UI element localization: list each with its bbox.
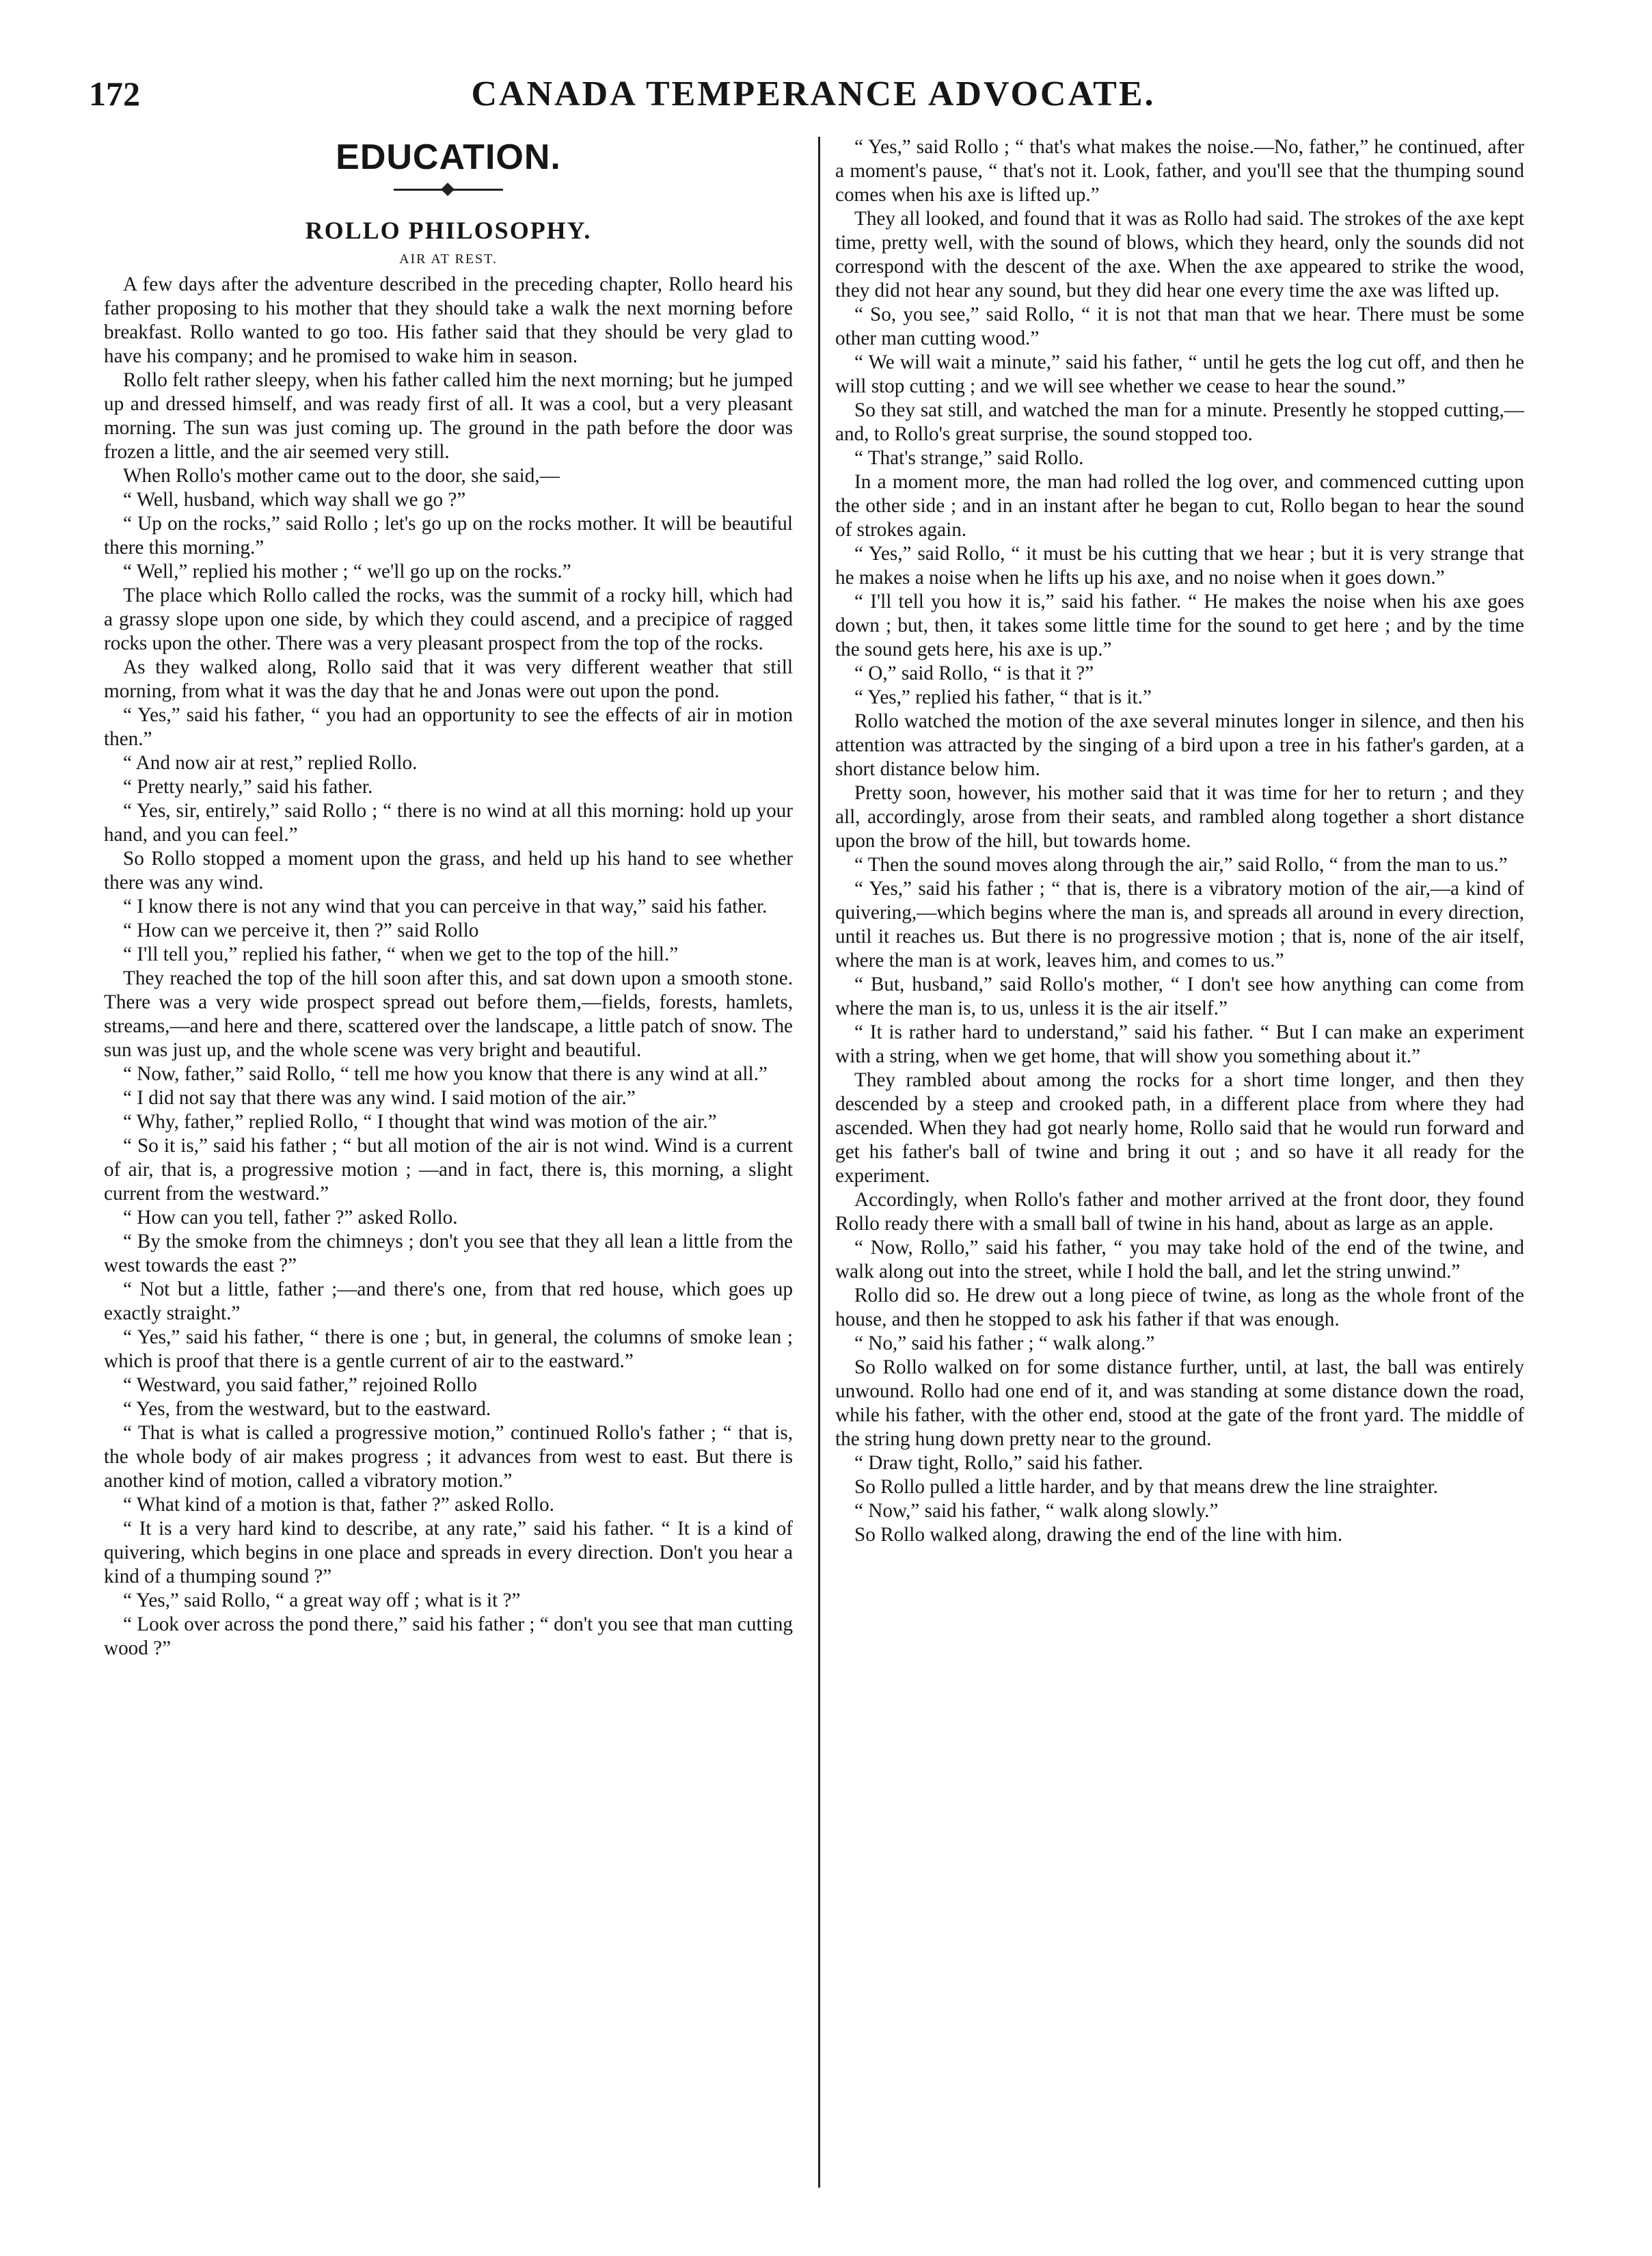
paragraph: So Rollo walked along, drawing the end of the line with him. [854,1524,1343,1546]
paragraph: “ I'll tell you how it is,” said his father. “ He makes the noise when his axe goes down ; but, then, it takes some little time for the sound to get here ; and by the time the sound gets here, his axe is up.” [835,591,1524,660]
left-column [104,135,793,1661]
paragraph: “ I'll tell you,” replied his father, “ when we get to the top of the hill.” [123,943,679,965]
paragraph: “ I know there is not any wind that you can perceive in that way,” said his father. [123,896,768,917]
paragraph: “ So, you see,” said Rollo, “ it is not that man that we hear. There must be some other man cutting wood.” [835,304,1524,349]
paragraph: Rollo did so. He drew out a long piece of twine, as long as the whole front of the house, and then he stopped to ask his father if that was enough. [835,1285,1524,1330]
paragraph: “ Well, husband, which way shall we go ?” [123,489,466,511]
paragraph: “ Now,” said his father, “ walk along slowly.” [854,1500,1219,1522]
section-title: EDUCATION. [336,137,561,177]
paragraph: “ But, husband,” said Rollo's mother, “ I don't see how anything can come from where the man is, to us, unless it is the air itself.” [835,973,1524,1019]
page-header [89,74,1538,122]
paragraph: So Rollo pulled a little harder, and by that means drew the line straighter. [854,1476,1438,1498]
paragraph: “ Why, father,” replied Rollo, “ I thought that wind was motion of the air.” [123,1111,717,1133]
paragraph: “ Yes,” replied his father, “ that is it.” [854,686,1152,708]
right-column-text [835,135,1524,1547]
paragraph: They all looked, and found that it was as Rollo had said. The strokes of the axe kept time, pretty well, with the sound of blows, which they heard, only the sounds did not correspond with the descent of the axe. When the axe appeared to strike the wood, they did not hear any sound, but they did hear one every time the axe was lifted up. [835,208,1524,301]
paragraph: As they walked along, Rollo said that it was very different weather that still morning, from what it was the day that he and Jonas were out upon the pond. [104,656,793,702]
paragraph: “ Look over across the pond there,” said his father ; “ don't you see that man cutting wood ?” [104,1613,793,1659]
paragraph: “ Draw tight, Rollo,” said his father. [854,1452,1143,1474]
paragraph: “ It is rather hard to understand,” said his father. “ But I can make an experiment with a string, when we get home, that will show you something about it.” [835,1021,1524,1067]
paragraph: When Rollo's mother came out to the door, she said,— [123,465,560,487]
paragraph: They reached the top of the hill soon after this, and sat down upon a smooth stone. There was a very wide prospect spread out before them,—fields, forests, hamlets, streams,—and here and there, scattered over the landscape, a little patch of snow. The sun was just up, and the whole scene was very bright and beautiful. [104,967,793,1061]
paragraph: “ Yes, sir, entirely,” said Rollo ; “ there is no wind at all this morning: hold up your hand, and you can feel.” [104,800,793,846]
paragraph: “ Yes,” said his father, “ you had an opportunity to see the effects of air in motion then.” [104,704,793,750]
page-number: 172 [89,75,140,113]
ornamental-rule [394,189,503,191]
paragraph: Accordingly, when Rollo's father and mother arrived at the front door, they found Rollo ready there with a small ball of twine in his hand, about as large as an apple. [835,1189,1524,1235]
paragraph: “ How can you tell, father ?” asked Rollo. [123,1207,458,1228]
paragraph: “ Pretty nearly,” said his father. [123,776,373,798]
paragraph: “ So it is,” said his father ; “ but all motion of the air is not wind. Wind is a current of air, that is, a progressive motion ; —and in fact, there is, this morning, a slight current from the westward.” [104,1135,793,1205]
paragraph: “ O,” said Rollo, “ is that it ?” [854,662,1094,684]
paragraph: “ Yes, from the westward, but to the eastward. [123,1398,491,1420]
column-divider [818,137,820,2188]
paragraph: “ How can we perceive it, then ?” said Rollo [123,919,479,941]
masthead-title: CANADA TEMPERANCE ADVOCATE. [471,75,1156,113]
paragraph: “ That's strange,” said Rollo. [854,447,1084,469]
article-title: ROLLO PHILOSOPHY. [305,217,592,244]
paragraph: “ Then the sound moves along through the air,” said Rollo, “ from the man to us.” [854,854,1508,876]
paragraph: “ Westward, you said father,” rejoined Rollo [123,1374,477,1396]
paragraph: A few days after the adventure described in the preceding chapter, Rollo heard his father proposing to his mother that they should take a walk the next morning before breakfast. Rollo wanted to go too. His father said that they should be very glad to have his company; and he promised to wake him in season. [104,273,793,367]
paragraph: “ Now, Rollo,” said his father, “ you may take hold of the end of the twine, and walk along out into the street, while I hold the ball, and let the string unwind.” [835,1237,1524,1283]
paragraph: “ That is what is called a progressive motion,” continued Rollo's father ; “ that is, the whole body of air makes progress ; it advances from west to east. But there is another kind of motion, called a vibratory motion.” [104,1422,793,1492]
paragraph: Rollo watched the motion of the axe several minutes longer in silence, and then his attention was attracted by the singing of a bird upon a tree in his father's garden, at a short distance below him. [835,710,1524,780]
paragraph: “ What kind of a motion is that, father ?” asked Rollo. [123,1494,554,1516]
article-subtitle: AIR AT REST. [399,252,498,267]
paragraph: “ Yes,” said Rollo, “ a great way off ; what is it ?” [123,1589,521,1611]
paragraph: So Rollo walked on for some distance further, until, at last, the ball was entirely unwound. Rollo had one end of it, and was standing at some distance down the road, while his father, with the other end, stood at the gate of the front yard. The middle of the string hung down pretty near to the ground. [835,1356,1524,1450]
paragraph: “ Now, father,” said Rollo, “ tell me how you know that there is any wind at all.” [123,1063,768,1085]
paragraph: “ No,” said his father ; “ walk along.” [854,1332,1155,1354]
paragraph: So Rollo stopped a moment upon the grass, and held up his hand to see whether there was any wind. [104,848,793,894]
paragraph: “ Not but a little, father ;—and there's one, from that red house, which goes up exactly straight.” [104,1278,793,1324]
paragraph: Pretty soon, however, his mother said that it was time for her to return ; and they all, accordingly, arose from their seats, and rambled along together a short distance upon the brow of the hill, but towards home. [835,782,1524,852]
paragraph: “ And now air at rest,” replied Rollo. [123,752,418,774]
paragraph: So they sat still, and watched the man for a minute. Presently he stopped cutting,—and, to Rollo's great surprise, the sound stopped too. [835,399,1524,445]
paragraph: They rambled about among the rocks for a short time longer, and then they descended by a steep and crooked path, in a different place from where they had ascended. When they had got nearly home, Rollo said that he would run forward and get his father's ball of twine and bring it out ; and so have it all ready for the experiment. [835,1069,1524,1187]
paragraph: “ Yes,” said Rollo ; “ that's what makes the noise.—No, father,” he continued, after a moment's pause, “ that's not it. Look, father, and you'll see that the thumping sound comes when his axe is lifted up.” [835,136,1524,206]
paragraph: “ Up on the rocks,” said Rollo ; let's go up on the rocks mother. It will be beautiful there this morning.” [104,513,793,559]
left-column-text [104,273,793,1661]
right-column [835,135,1524,1547]
paragraph: “ By the smoke from the chimneys ; don't you see that they all lean a little from the west towards the east ?” [104,1231,793,1276]
paragraph: “ Well,” replied his mother ; “ we'll go up on the rocks.” [123,561,571,582]
paragraph: In a moment more, the man had rolled the log over, and commenced cutting upon the other side ; and in an instant after he began to cut, Rollo began to hear the sound of strokes again. [835,471,1524,541]
paragraph: “ It is a very hard kind to describe, at any rate,” said his father. “ It is a kind of quivering, which begins in one place and spreads in every direction. Don't you hear a kind of a thumping sound ?” [104,1518,793,1587]
paragraph: “ I did not say that there was any wind. I said motion of the air.” [123,1087,636,1109]
paragraph: “ Yes,” said Rollo, “ it must be his cutting that we hear ; but it is very strange that he makes a noise when he lifts up his axe, and no noise when it goes down.” [835,543,1524,589]
paragraph: The place which Rollo called the rocks, was the summit of a rocky hill, which had a grassy slope upon one side, by which they could ascend, and a precipice of ragged rocks upon the other. There was a very pleasant prospect from the top of the rocks. [104,585,793,654]
paragraph: “ Yes,” said his father, “ there is one ; but, in general, the columns of smoke lean ; which is proof that there is a gentle current of air to the eastward.” [104,1326,793,1372]
paragraph: Rollo felt rather sleepy, when his father called him the next morning; but he jumped up and dressed himself, and was ready first of all. It was a cool, but a very pleasant morning. The sun was just coming up. The ground in the path before the door was frozen a little, and the air seemed very still. [104,369,793,463]
paragraph: “ Yes,” said his father ; “ that is, there is a vibratory motion of the air,—a kind of quivering,—which begins where the man is, and spreads all around in every direction, until it reaches us. But there is no progressive motion ; that is, none of the air itself, where the man is at work, leaves him, and comes to us.” [835,878,1524,971]
paragraph: “ We will wait a minute,” said his father, “ until he gets the log cut off, and then he will stop cutting ; and we will see whether we cease to hear the sound.” [835,351,1524,397]
